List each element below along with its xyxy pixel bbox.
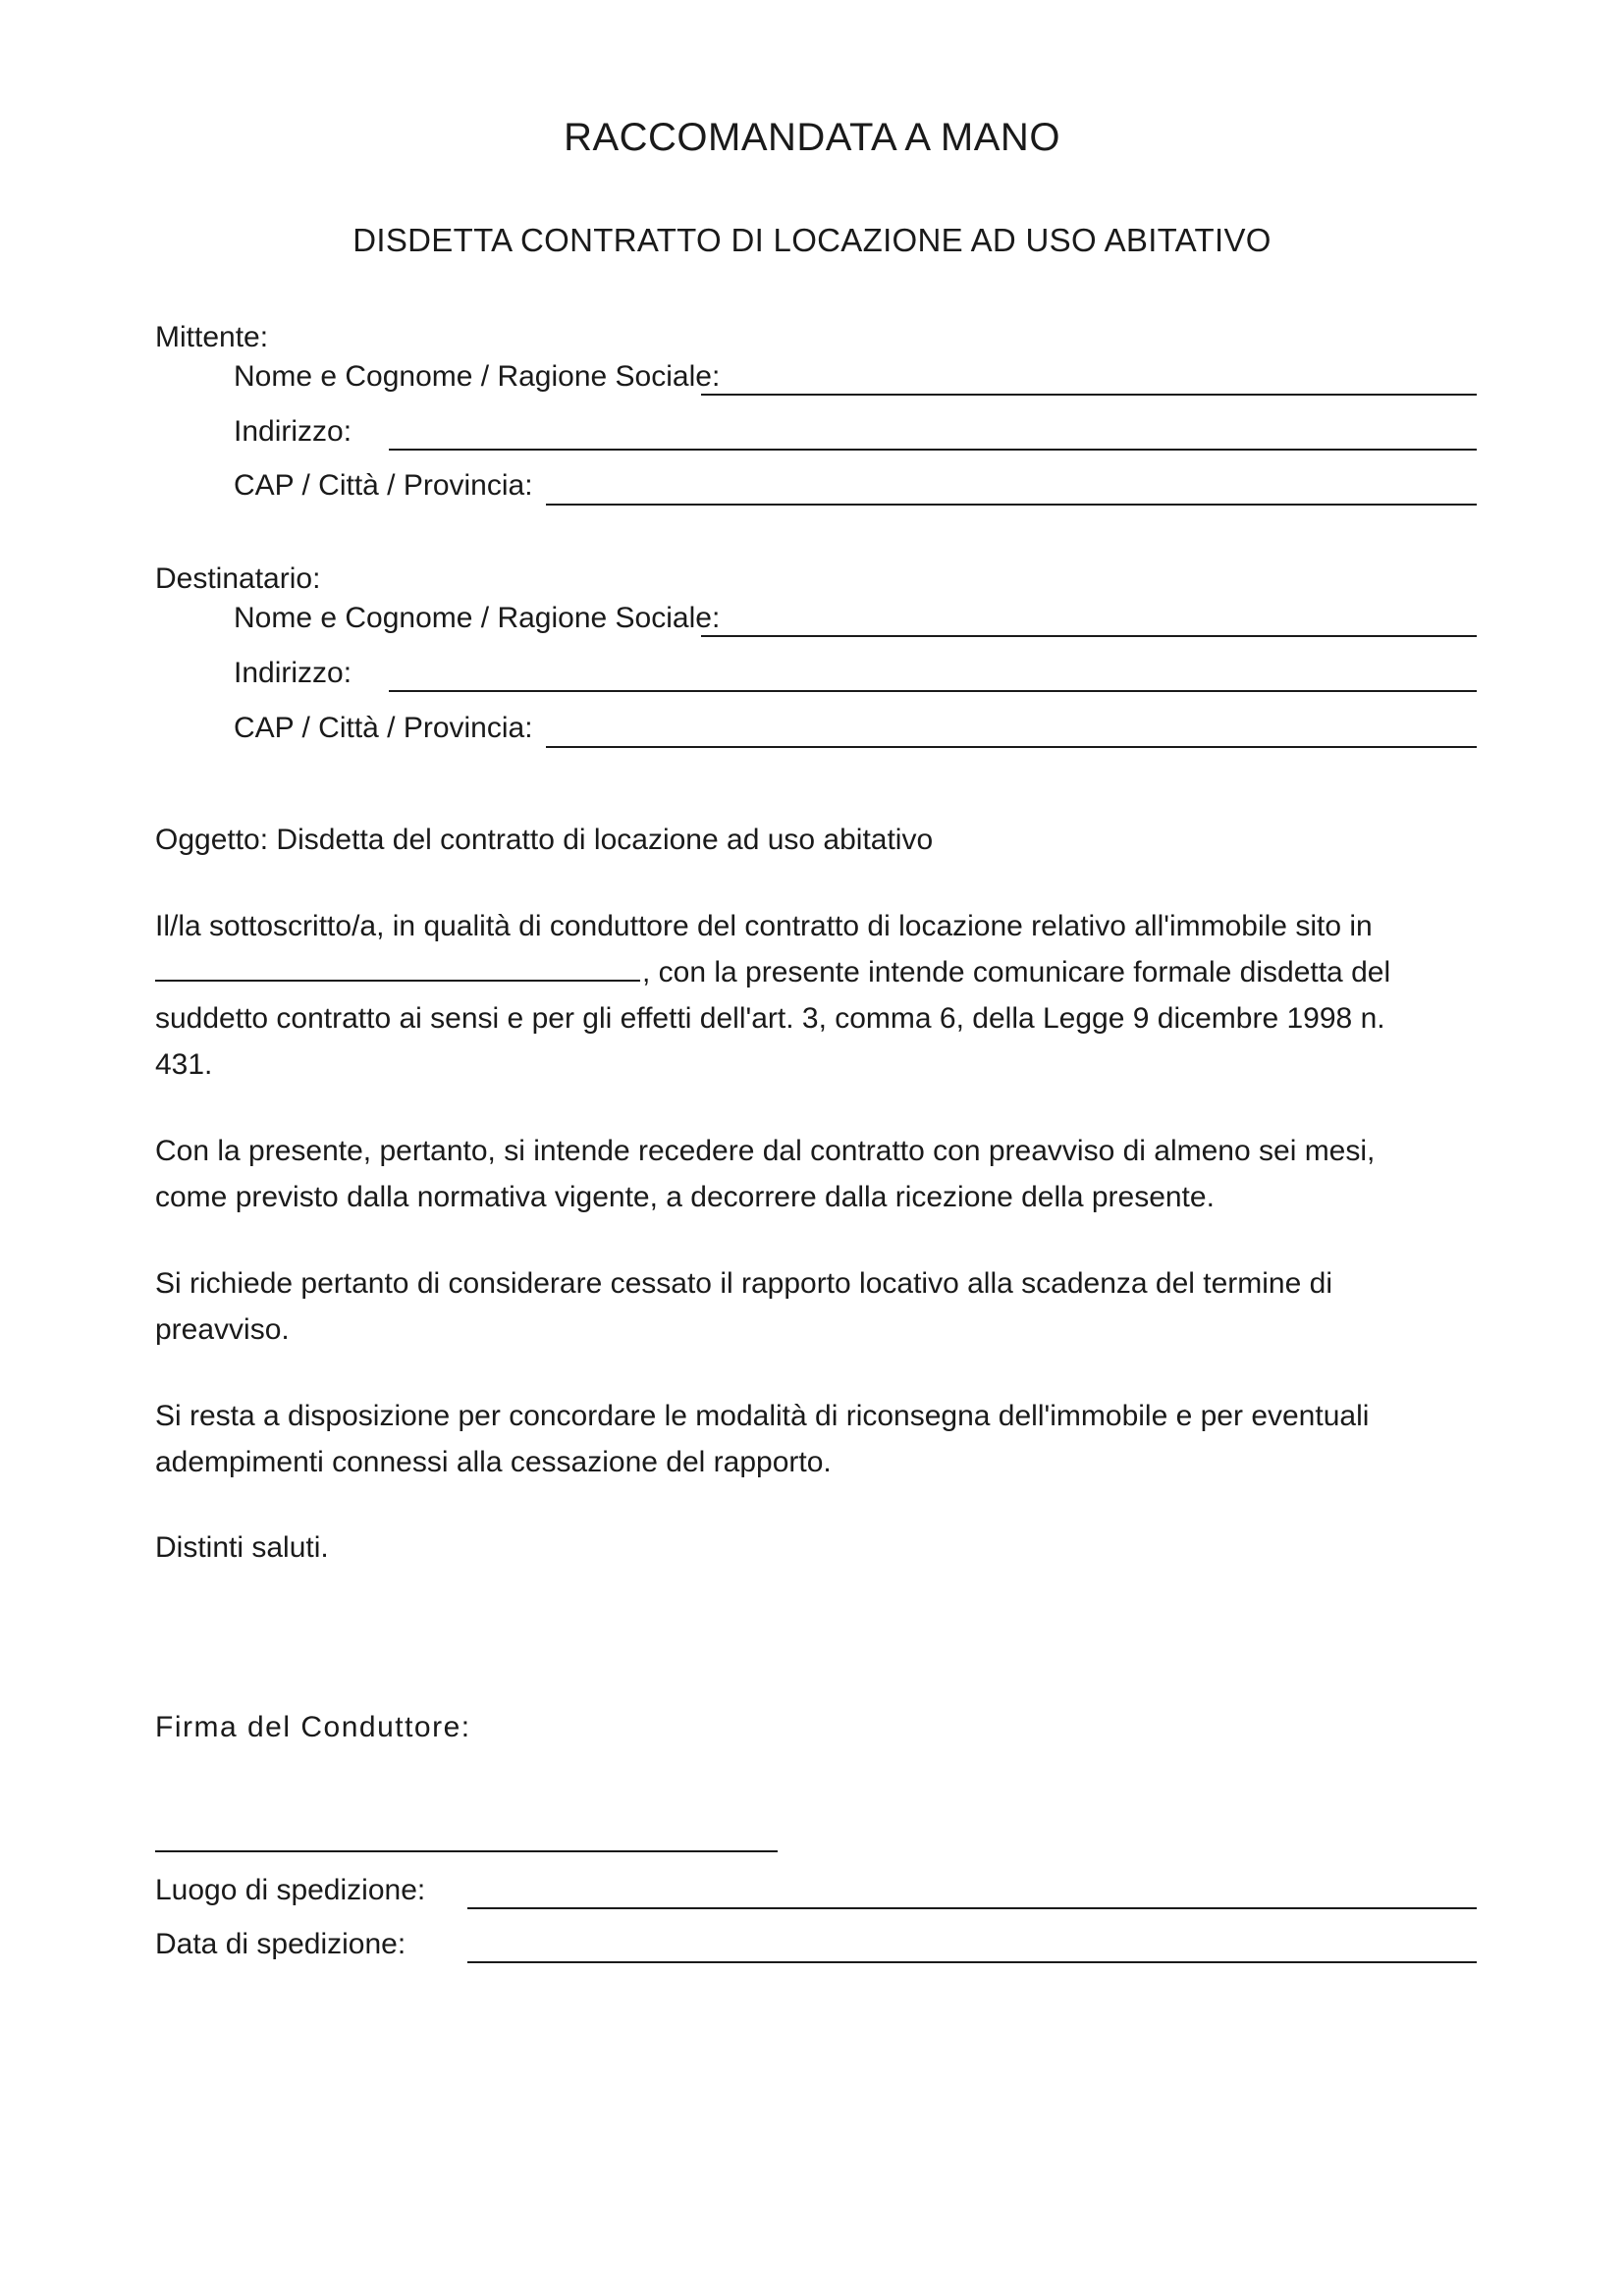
recipient-address-label: Indirizzo: bbox=[234, 657, 352, 689]
document-subtitle: DISDETTA CONTRATTO DI LOCAZIONE AD USO ABITATIVO bbox=[352, 222, 1272, 258]
recipient-name-field[interactable] bbox=[701, 635, 1477, 637]
property-address-field[interactable] bbox=[155, 952, 640, 982]
recipient-heading: Destinatario: bbox=[155, 562, 321, 595]
sender-heading: Mittente: bbox=[155, 321, 269, 353]
place-label: Luogo di spedizione: bbox=[155, 1874, 426, 1906]
paragraph-3-text: Si richiede pertanto di considerare cessato il rapporto locativo alla scadenza del termine di preavviso. bbox=[155, 1267, 1332, 1346]
recipient-name-label: Nome e Cognome / Ragione Sociale: bbox=[234, 602, 721, 634]
sender-address-field[interactable] bbox=[389, 449, 1477, 451]
sender-city-field[interactable] bbox=[546, 504, 1477, 506]
body-paragraph-4 bbox=[155, 1393, 1432, 1485]
sender-name-field[interactable] bbox=[701, 394, 1477, 396]
closing-salutation: Distinti saluti. bbox=[155, 1531, 329, 1564]
paragraph-1-start: Il/la sottoscritto/a, in qualità di conduttore del contratto di locazione relativo all'immobile sito in bbox=[155, 910, 1373, 942]
place-field[interactable] bbox=[467, 1907, 1477, 1909]
subject-line: Oggetto: Disdetta del contratto di locazione ad uso abitativo bbox=[155, 824, 934, 856]
sender-city-label: CAP / Città / Provincia: bbox=[234, 469, 533, 502]
sender-name-label: Nome e Cognome / Ragione Sociale: bbox=[234, 360, 721, 393]
paragraph-4-text: Si resta a disposizione per concordare le modalità di riconsegna dell'immobile e per eventuali adempimenti connessi alla cessazione del rapporto. bbox=[155, 1400, 1370, 1478]
body-paragraph-3 bbox=[155, 1260, 1432, 1353]
paragraph-1-rest: , con la presente intende comunicare formale disdetta del suddetto contratto ai sensi e per gli effetti dell'art. 3, comma 6, della Legge 9 dicembre 1998 n. 431. bbox=[155, 956, 1391, 1081]
document-title: RACCOMANDATA A MANO bbox=[564, 116, 1060, 159]
sender-address-label: Indirizzo: bbox=[234, 415, 352, 448]
date-label: Data di spedizione: bbox=[155, 1928, 406, 1960]
signature-field[interactable] bbox=[155, 1850, 778, 1852]
signature-label: Firma del Conduttore: bbox=[155, 1711, 471, 1743]
body-paragraph-1 bbox=[155, 903, 1432, 1088]
recipient-address-field[interactable] bbox=[389, 690, 1477, 692]
recipient-city-field[interactable] bbox=[546, 746, 1477, 748]
body-paragraph-2 bbox=[155, 1128, 1432, 1220]
date-field[interactable] bbox=[467, 1961, 1477, 1963]
paragraph-2-text: Con la presente, pertanto, si intende recedere dal contratto con preavviso di almeno sei mesi, come previsto dalla normativa vigente, a decorrere dalla ricezione della presente. bbox=[155, 1135, 1376, 1213]
recipient-city-label: CAP / Città / Provincia: bbox=[234, 712, 533, 744]
